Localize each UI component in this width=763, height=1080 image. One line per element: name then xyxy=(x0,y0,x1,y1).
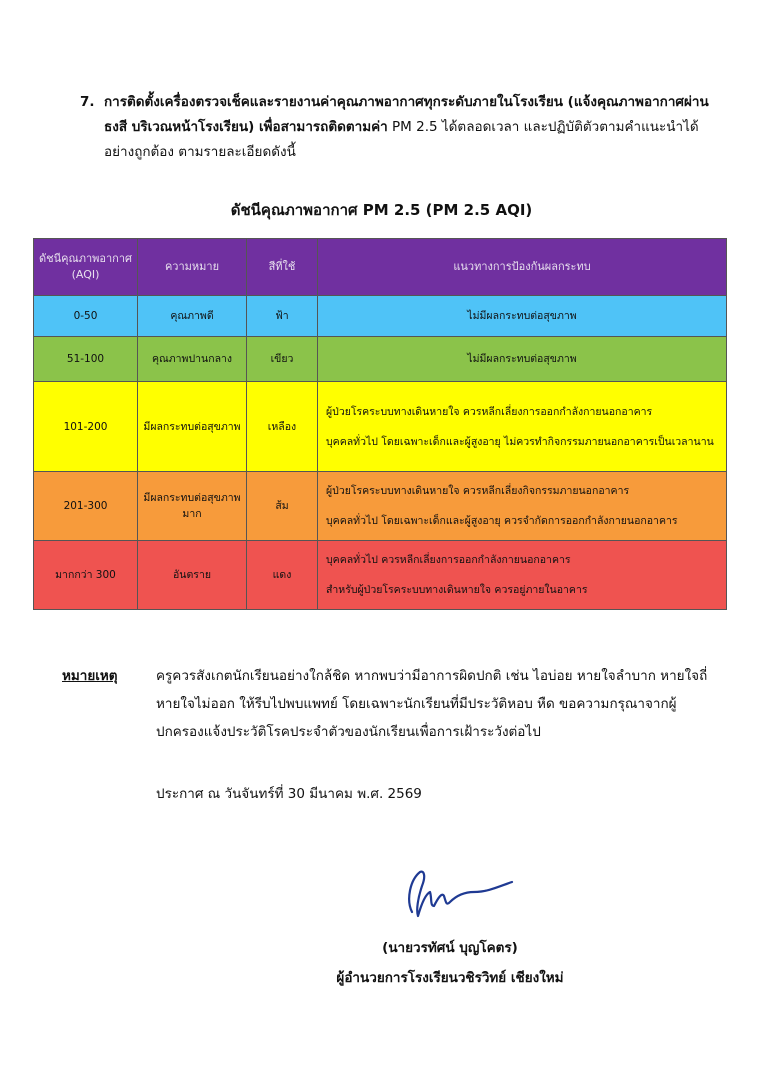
table-row xyxy=(34,382,727,472)
announcement-date: ประกาศ ณ วันจันทร์ที่ 30 มีนาคม พ.ศ. 2569 xyxy=(156,786,422,802)
advice-line-1: ผู้ป่วยโรคระบบทางเดินหายใจ ควรหลีกเลี่ยงการออกกำลังกายนอกอาคาร xyxy=(326,405,653,418)
advice-line-1: ผู้ป่วยโรคระบบทางเดินหายใจ ควรหลีกเลี่ยงกิจกรรมภายนอกอาคาร xyxy=(326,485,630,497)
aqi-meaning: มีผลกระทบต่อสุขภาพ xyxy=(138,382,247,472)
aqi-range: 51-100 xyxy=(34,337,138,382)
table-row xyxy=(34,541,727,610)
table-row xyxy=(34,472,727,541)
aqi-meaning: อันตราย xyxy=(138,541,247,610)
aqi-advice xyxy=(318,472,727,541)
aqi-advice xyxy=(318,382,727,472)
signer-name: (นายวรทัศน์ บุญโคตร) xyxy=(382,940,518,956)
aqi-advice: ไม่มีผลกระทบต่อสุขภาพ xyxy=(318,337,727,382)
advice-line-2: สำหรับผู้ป่วยโรคระบบทางเดินหายใจ ควรอยู่ภายในอาคาร xyxy=(326,584,588,596)
header-meaning: ความหมาย xyxy=(138,239,247,296)
note-label: หมายเหตุ xyxy=(62,668,118,684)
aqi-color: ฟ้า xyxy=(247,296,318,337)
aqi-range: มากกว่า 300 xyxy=(34,541,138,610)
aqi-advice xyxy=(318,541,727,610)
item-7 xyxy=(80,90,720,165)
aqi-meaning: มีผลกระทบต่อสุขภาพมาก xyxy=(138,472,247,541)
advice-line-2: บุคคลทั่วไป โดยเฉพาะเด็กและผู้สูงอายุ ไม่ควรทำกิจกรรมภายนอกอาคารเป็นเวลานาน xyxy=(326,435,714,448)
aqi-color: เหลือง xyxy=(247,382,318,472)
item-7-bold: การติดตั้งเครื่องตรวจเช็คและรายงานค่าคุณภาพอากาศทุกระดับภายในโรงเรียน (แจ้งคุณภาพอากาศผ่านธงสี บริเวณหน้าโรงเรียน) เพื่อสามารถติดตามค่า xyxy=(104,94,709,135)
item-number: 7. xyxy=(80,94,95,110)
table-row xyxy=(34,296,727,337)
aqi-advice: ไม่มีผลกระทบต่อสุขภาพ xyxy=(318,296,727,337)
signer-position: ผู้อำนวยการโรงเรียนวชิรวิทย์ เชียงใหม่ xyxy=(336,970,564,986)
item-7-normal: PM 2.5 ได้ตลอดเวลา และปฏิบัติตัวตามคำแนะนำได้อย่างถูกต้อง ตามรายละเอียดดังนี้ xyxy=(104,119,699,160)
advice-line-2: บุคคลทั่วไป โดยเฉพาะเด็กและผู้สูงอายุ ควรจำกัดการออกกำลังกายนอกอาคาร xyxy=(326,515,678,527)
table-title: ดัชนีคุณภาพอากาศ PM 2.5 (PM 2.5 AQI) xyxy=(230,201,533,219)
aqi-meaning: คุณภาพปานกลาง xyxy=(138,337,247,382)
note-section xyxy=(62,662,722,746)
aqi-color: แดง xyxy=(247,541,318,610)
aqi-color: ส้ม xyxy=(247,472,318,541)
signature-image xyxy=(404,862,516,930)
header-advice: แนวทางการป้องกันผลกระทบ xyxy=(318,239,727,296)
aqi-range: 201-300 xyxy=(34,472,138,541)
table-row xyxy=(34,337,727,382)
aqi-range: 101-200 xyxy=(34,382,138,472)
aqi-color: เขียว xyxy=(247,337,318,382)
aqi-meaning: คุณภาพดี xyxy=(138,296,247,337)
header-color: สีที่ใช้ xyxy=(247,239,318,296)
note-text: ครูควรสังเกตนักเรียนอย่างใกล้ชิด หากพบว่ามีอาการผิดปกติ เช่น ไอบ่อย หายใจลำบาก หายใจถี่ หายใจไม่ออก ให้รีบไปพบแพทย์ โดยเฉพาะนักเรียนที่มีประวัติหอบ หืด ขอความกรุณาจากผู้ปกครองแจ้งประวัติโรคประจำตัวของนักเรียนเพื่อการเฝ้าระวังต่อไป xyxy=(156,668,708,740)
advice-line-1: บุคคลทั่วไป ควรหลีกเลี่ยงการออกกำลังกายนอกอาคาร xyxy=(326,554,571,566)
header-aqi: ดัชนีคุณภาพอากาศ (AQI) xyxy=(34,239,138,296)
aqi-table xyxy=(33,238,727,610)
item-7-text xyxy=(104,90,720,165)
aqi-range: 0-50 xyxy=(34,296,138,337)
table-header-row xyxy=(34,239,727,296)
